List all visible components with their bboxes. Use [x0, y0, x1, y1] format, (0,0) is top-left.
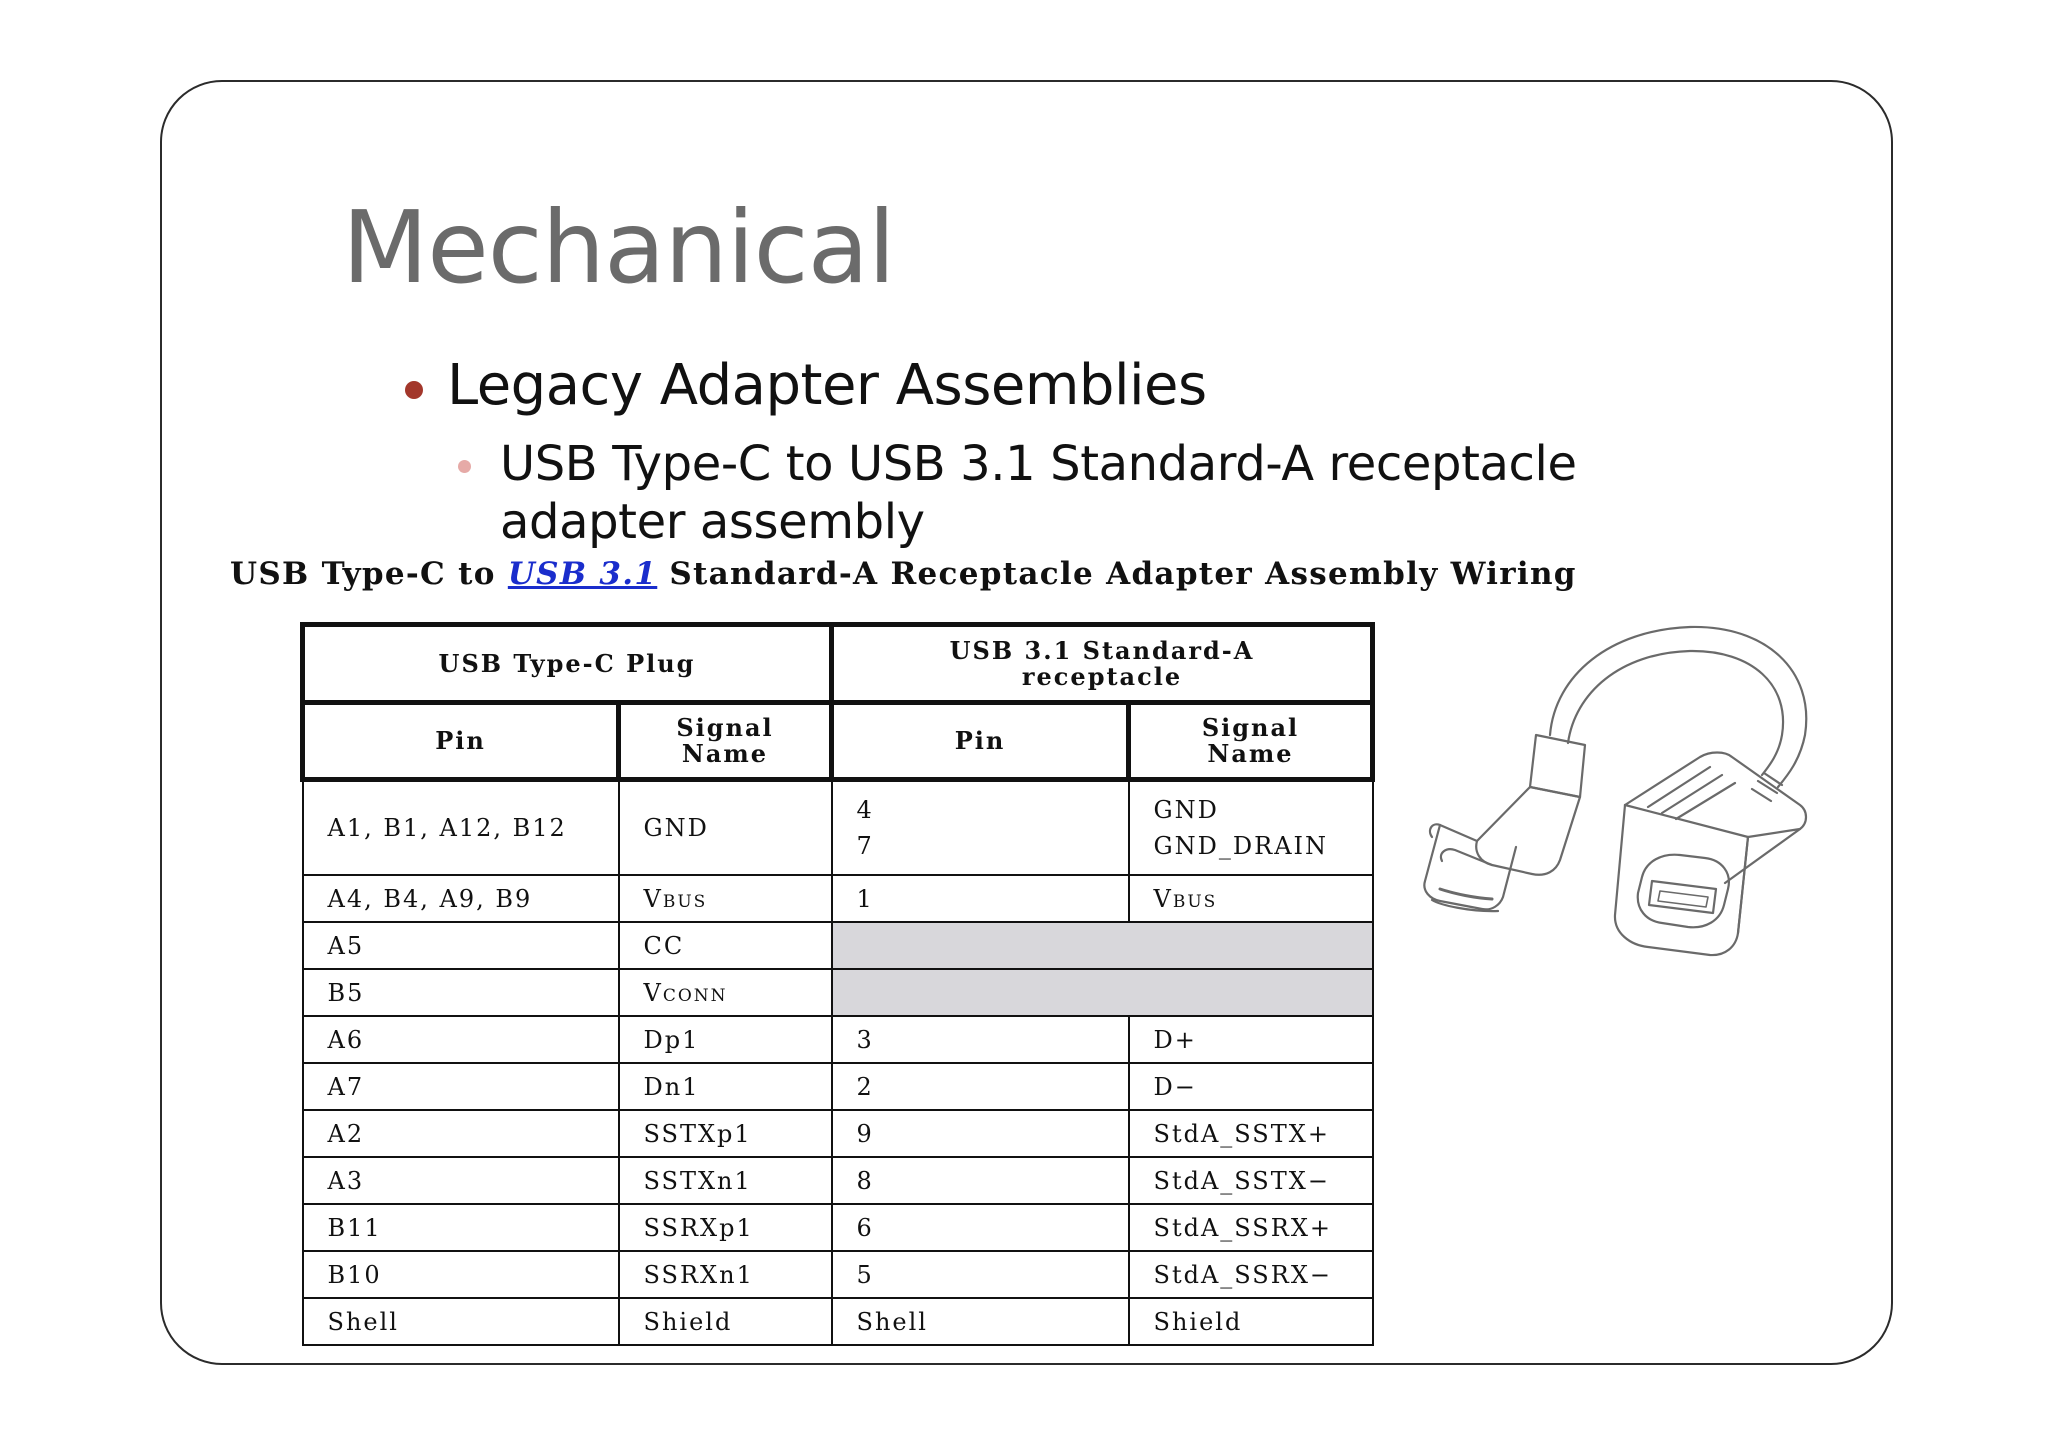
plug-pin-cell: B11: [303, 1204, 619, 1251]
rec-pin-cell: 1: [832, 875, 1129, 922]
plug-signal-cell: GND: [619, 780, 832, 876]
plug-signal-cell: SSRXp1: [619, 1204, 832, 1251]
plug-pin-cell: A1, B1, A12, B12: [303, 780, 619, 876]
plug-signal-cell: Vbus: [619, 875, 832, 922]
table-row: [303, 969, 1373, 1016]
col-header-rec-pin: Pin: [832, 703, 1129, 780]
table-row: [303, 922, 1373, 969]
rec-pin-cell: 9: [832, 1110, 1129, 1157]
plug-pin-cell: A4, B4, A9, B9: [303, 875, 619, 922]
plug-pin-cell: B5: [303, 969, 619, 1016]
rec-pin-cell: 8: [832, 1157, 1129, 1204]
table-row: [303, 875, 1373, 922]
plug-signal-cell: Shield: [619, 1298, 832, 1345]
rec-signal-cell: StdA_SSTX+: [1129, 1110, 1373, 1157]
type-c-plug: [1424, 787, 1580, 911]
rec-pin-cell: 3: [832, 1016, 1129, 1063]
figure-caption: [230, 556, 1577, 592]
rec-pin-cell: Shell: [832, 1298, 1129, 1345]
rec-signal-cell: D+: [1129, 1016, 1373, 1063]
rec-signal-value: GND: [1153, 796, 1219, 824]
plug-pin-cell: Shell: [303, 1298, 619, 1345]
table-column-header-row: [303, 703, 1373, 780]
rec-signal-cell: D−: [1129, 1063, 1373, 1110]
table-row: [303, 780, 1373, 876]
rec-pin-cell: 2: [832, 1063, 1129, 1110]
caption-suffix: Standard-A Receptacle Adapter Assembly Wiring: [657, 556, 1577, 592]
plug-pin-cell: A7: [303, 1063, 619, 1110]
adapter-cable-illustration: [1380, 615, 1830, 960]
unused-receptacle-cell: [832, 922, 1373, 969]
plug-signal-cell: Dp1: [619, 1016, 832, 1063]
rec-signal-cell: Vbus: [1129, 875, 1373, 922]
table-row: [303, 1251, 1373, 1298]
col-header-plug-signal: Signal Name: [619, 703, 832, 780]
rec-signal-cell: StdA_SSTX−: [1129, 1157, 1373, 1204]
strain-relief: [1530, 735, 1782, 801]
plug-signal-cell: SSTXn1: [619, 1157, 832, 1204]
plug-pin-cell: B10: [303, 1251, 619, 1298]
rec-pin-value: 7: [856, 832, 874, 860]
table-row: [303, 1204, 1373, 1251]
slide-title: Mechanical: [342, 189, 895, 306]
rec-signal-cell: [1129, 780, 1373, 876]
table-row: [303, 1298, 1373, 1345]
plug-signal-cell: SSRXn1: [619, 1251, 832, 1298]
sub-bullet-dot-icon: [458, 460, 471, 473]
col-header-plug-pin: Pin: [303, 703, 619, 780]
plug-pin-cell: A6: [303, 1016, 619, 1063]
table-row: [303, 1157, 1373, 1204]
plug-signal-cell: Vconn: [619, 969, 832, 1016]
rec-pin-cell: 5: [832, 1251, 1129, 1298]
plug-signal-cell: SSTXp1: [619, 1110, 832, 1157]
rec-pin-value: 4: [856, 796, 874, 824]
group-header-plug: USB Type-C Plug: [303, 625, 832, 703]
rec-signal-cell: StdA_SSRX+: [1129, 1204, 1373, 1251]
table-row: [303, 1016, 1373, 1063]
bullet-level1-text: Legacy Adapter Assemblies: [447, 353, 1207, 418]
bullet-level2-text: USB Type-C to USB 3.1 Standard-A receptacle adapter assembly: [500, 436, 1577, 550]
caption-prefix: USB Type-C to: [230, 556, 508, 592]
plug-pin-cell: A2: [303, 1110, 619, 1157]
rec-pin-cell: 6: [832, 1204, 1129, 1251]
table-row: [303, 1110, 1373, 1157]
table-group-header-row: [303, 625, 1373, 703]
plug-signal-cell: CC: [619, 922, 832, 969]
rec-pin-cell: [832, 780, 1129, 876]
rec-signal-cell: Shield: [1129, 1298, 1373, 1345]
group-header-receptacle: USB 3.1 Standard-A receptacle: [832, 625, 1373, 703]
table-row: [303, 1063, 1373, 1110]
caption-link[interactable]: USB 3.1: [507, 556, 658, 592]
wiring-table: [300, 622, 1375, 1346]
plug-signal-cell: Dn1: [619, 1063, 832, 1110]
col-header-rec-signal: Signal Name: [1129, 703, 1373, 780]
rec-signal-value: GND_DRAIN: [1153, 832, 1329, 860]
plug-pin-cell: A3: [303, 1157, 619, 1204]
rec-signal-cell: StdA_SSRX−: [1129, 1251, 1373, 1298]
bullet-dot-icon: [405, 381, 423, 399]
cable-cord: [1550, 627, 1806, 787]
plug-pin-cell: A5: [303, 922, 619, 969]
unused-receptacle-cell: [832, 969, 1373, 1016]
